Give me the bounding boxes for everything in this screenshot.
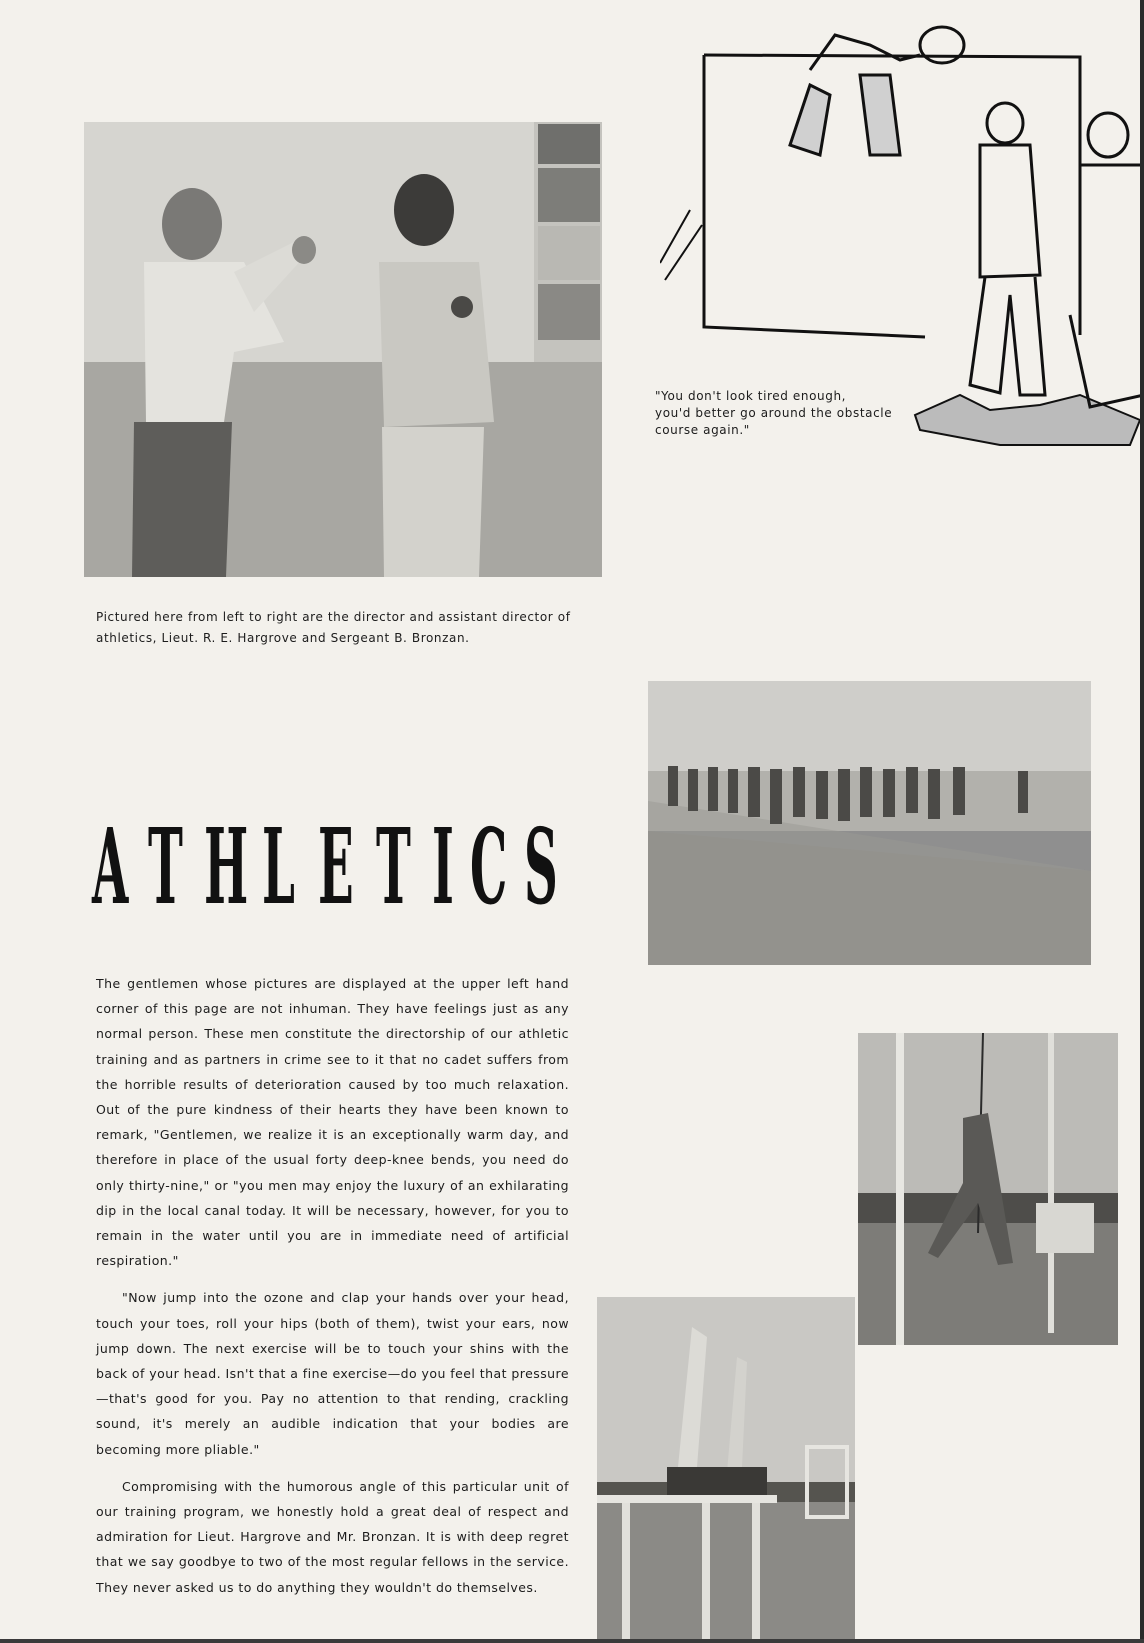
paragraph: The gentlemen whose pictures are displayed at the upper left hand corner of this page are not inhuman. They have feelings just as any normal person. These men constitute the directorship of our athletic training and as partners in crime see to it that no cadet suffers from the horrible results of deterioration caused by too much relaxation. Out of the pure kindness of their hearts they have been known to remark, "Gentlemen, we realize it is an exceptionally warm day, and therefore in place of the usual forty deep-knee bends, you need do only thirty-nine," or "you men may enjoy the luxury of an exhilarating dip in the local canal today. It will be necessary, however, for you to remain in the water until you are in immediate need of artificial respiration."	[96, 976, 569, 1269]
page-edge	[1140, 0, 1144, 1643]
cartoon-caption-line: you'd better go around the obstacle	[655, 406, 893, 420]
directors-photo	[84, 122, 602, 577]
paragraph: "Now jump into the ozone and clap your hands over your head, touch your toes, roll your hips (both of them), twist your ears, now jump down. The next exercise will be to touch your shins with the back of your head. Isn't that a fine exercise—do you feel that pressure—that's good for you. Pay no attention to that rending, crackling sound, it's merely an audible indication that your bodies are becoming more pliable."	[96, 1290, 569, 1457]
title-letter: E	[318, 805, 354, 928]
title-letter: S	[524, 805, 558, 928]
page-title	[92, 805, 572, 928]
cartoon-caption	[655, 388, 915, 439]
cartoon-caption-line: "You don't look tired enough,	[655, 389, 847, 403]
cartoon-caption-line: course again."	[655, 423, 750, 437]
title-letter: A	[92, 805, 129, 928]
handstand-photo	[597, 1297, 855, 1643]
title-letter: I	[432, 805, 454, 928]
title-letter: T	[148, 805, 183, 928]
body-text	[96, 971, 569, 1600]
directors-caption: Pictured here from left to right are the director and assistant director of athletics, Lieut. R. E. Hargrove and Sergeant B. Bronzan.	[96, 610, 571, 645]
running-cadets-photo	[648, 681, 1091, 965]
title-letter: C	[470, 805, 508, 928]
paragraph: Compromising with the humorous angle of this particular unit of our training program, we honestly hold a great deal of respect and admiration for Lieut. Hargrove and Mr. Bronzan. It is with deep regret that we say goodbye to two of the most regular fellows in the service. They never asked us to do anything they wouldn't do themselves.	[96, 1478, 569, 1595]
title-letter: L	[262, 805, 295, 928]
page-bottom-edge	[0, 1639, 1144, 1643]
title-letter: H	[204, 805, 249, 928]
rope-climb-photo	[858, 1033, 1118, 1345]
title-letter: T	[376, 805, 411, 928]
